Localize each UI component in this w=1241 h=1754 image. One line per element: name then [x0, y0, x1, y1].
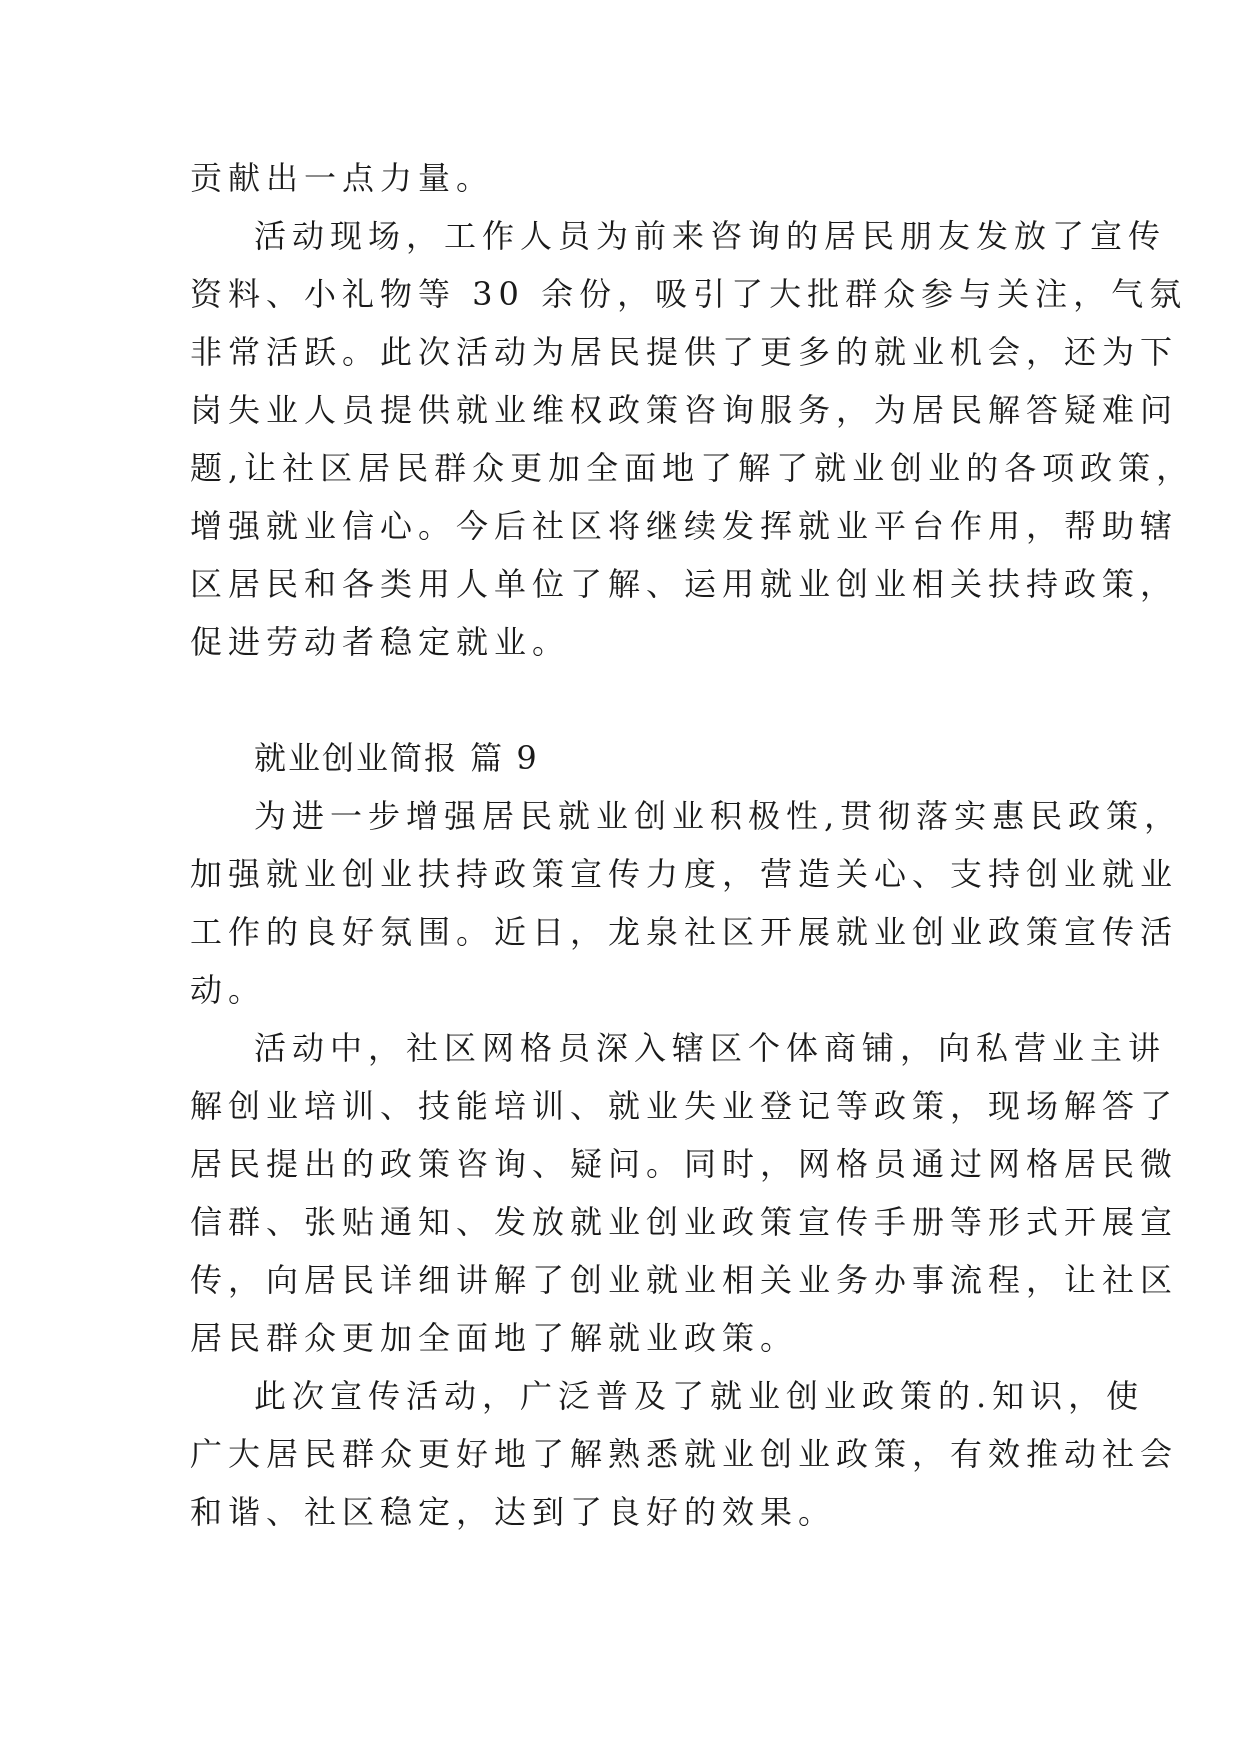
text-line: 增强就业信心。今后社区将继续发挥就业平台作用，帮助辖 [190, 507, 1179, 545]
text-line: 广大居民群众更好地了解熟悉就业创业政策，有效推动社会 [190, 1435, 1179, 1473]
text-line: 传，向居民详细讲解了创业就业相关业务办事流程，让社区 [190, 1261, 1179, 1299]
text-line: 和谐、社区稳定，达到了良好的效果。 [190, 1493, 837, 1531]
text-line: 贡献出一点力量。 [190, 159, 495, 197]
text-line: 工作的良好氛围。近日，龙泉社区开展就业创业政策宣传活 [190, 913, 1179, 951]
text-line: 居民提出的政策咨询、疑问。同时，网格员通过网格居民微 [190, 1145, 1179, 1183]
text-line: 加强就业创业扶持政策宣传力度，营造关心、支持创业就业 [190, 855, 1179, 893]
text-line: 解创业培训、技能培训、就业失业登记等政策，现场解答了 [190, 1087, 1179, 1125]
section-heading: 就业创业简报 篇 9 [254, 739, 539, 777]
text-line: 区居民和各类用人单位了解、运用就业创业相关扶持政策， [190, 565, 1179, 603]
text-line: 活动中，社区网格员深入辖区个体商铺，向私营业主讲 [254, 1029, 1167, 1067]
text-line: 促进劳动者稳定就业。 [190, 623, 571, 661]
text-line: 为进一步增强居民就业创业积极性,贯彻落实惠民政策， [254, 797, 1183, 835]
text-line: 居民群众更加全面地了解就业政策。 [190, 1319, 799, 1357]
text-line: 岗失业人员提供就业维权政策咨询服务，为居民解答疑难问 [190, 391, 1179, 429]
text-line: 信群、张贴通知、发放就业创业政策宣传手册等形式开展宣 [190, 1203, 1179, 1241]
text-line: 题,让社区居民群众更加全面地了解了就业创业的各项政策， [190, 449, 1195, 487]
text-line: 活动现场，工作人员为前来咨询的居民朋友发放了宣传 [254, 217, 1167, 255]
text-line: 动。 [190, 971, 267, 1009]
text-line: 此次宣传活动，广泛普及了就业创业政策的.知识，使 [254, 1377, 1145, 1415]
text-line: 资料、小礼物等 30 余份，吸引了大批群众参与关注，气氛 [190, 275, 1188, 313]
text-line: 非常活跃。此次活动为居民提供了更多的就业机会，还为下 [190, 333, 1179, 371]
